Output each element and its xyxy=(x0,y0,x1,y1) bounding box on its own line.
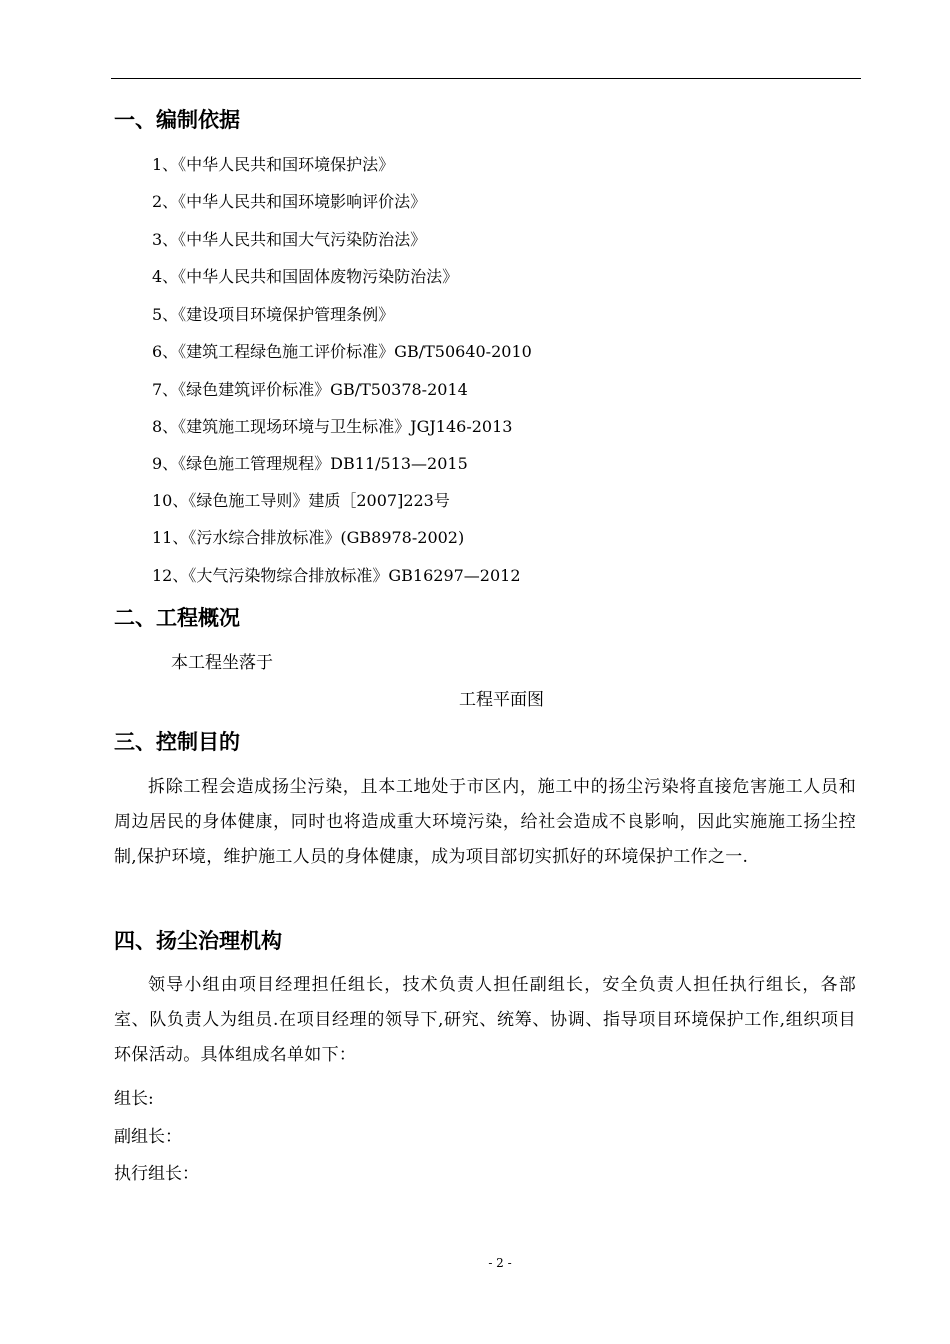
reference-item: 1、《中华人民共和国环境保护法》 xyxy=(152,155,395,174)
reference-item: 10、《绿色施工导则》建质［2007]223号 xyxy=(152,491,450,510)
organization-paragraph: 领导小组由项目经理担任组长，技术负责人担任副组长，安全负责人担任执行组长，各部室、队负责人为组员.在项目经理的领导下,研究、统筹、协调、指导项目环境保护工作,组织项目环保活动。具体组成名单如下： xyxy=(114,975,856,1065)
page-number: - 2 - xyxy=(488,1256,512,1270)
role-executive-leader: 执行组长： xyxy=(114,1164,199,1184)
role-leader: 组长: xyxy=(114,1089,154,1109)
reference-item: 2、《中华人民共和国环境影响评价法》 xyxy=(152,192,427,211)
section-title-basis: 一、编制依据 xyxy=(114,108,240,132)
reference-item: 5、《建设项目环境保护管理条例》 xyxy=(152,305,395,324)
reference-item: 11、《污水综合排放标准》(GB8978-2002) xyxy=(152,528,465,547)
reference-item: 9、《绿色施工管理规程》DB11/513—2015 xyxy=(152,454,468,473)
reference-item: 6、《建筑工程绿色施工评价标准》GB/T50640-2010 xyxy=(152,342,532,361)
reference-item: 12、《大气污染物综合排放标准》GB16297—2012 xyxy=(152,566,521,585)
header-rule xyxy=(111,78,861,79)
figure-caption: 工程平面图 xyxy=(459,690,544,710)
reference-item: 7、《绿色建筑评价标准》GB/T50378-2014 xyxy=(152,380,468,399)
overview-text: 本工程坐落于 xyxy=(171,653,273,673)
section-title-purpose: 三、控制目的 xyxy=(114,730,240,754)
reference-item: 8、《建筑施工现场环境与卫生标准》JGJ146-2013 xyxy=(152,417,513,436)
reference-item: 3、《中华人民共和国大气污染防治法》 xyxy=(152,230,427,249)
reference-item: 4、《中华人民共和国固体废物污染防治法》 xyxy=(152,267,459,286)
section-title-organization: 四、扬尘治理机构 xyxy=(114,929,282,953)
role-deputy-leader: 副组长： xyxy=(114,1127,182,1147)
section-title-overview: 二、工程概况 xyxy=(114,606,240,630)
purpose-paragraph: 拆除工程会造成扬尘污染，且本工地处于市区内，施工中的扬尘污染将直接危害施工人员和周边居民的身体健康，同时也将造成重大环境污染，给社会造成不良影响，因此实施施工扬尘控制,保护环境，维护施工人员的身体健康，成为项目部切实抓好的环境保护工作之一. xyxy=(114,777,856,867)
